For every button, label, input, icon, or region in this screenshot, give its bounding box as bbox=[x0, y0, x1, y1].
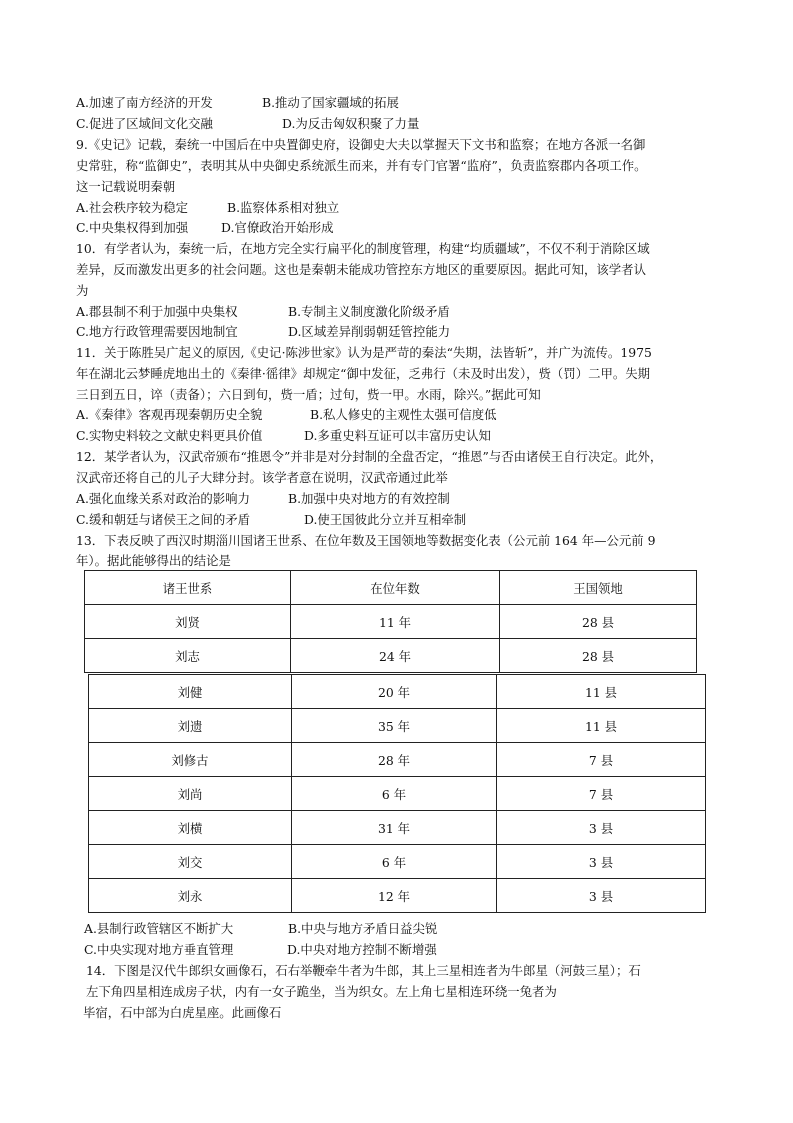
table-cell: 11 县 bbox=[497, 709, 706, 743]
table-cell: 刘修古 bbox=[89, 743, 292, 777]
q10-stem-line-2: 差异，反而激发出更多的社会问题。这也是秦朝未能成功管控东方地区的重要原因。据此可知，该学者认 bbox=[76, 262, 646, 277]
q8-options-row1 bbox=[76, 94, 399, 111]
q14-stem-line-1: 14．下图是汉代牛郎织女画像石，石右举鞭牵牛者为牛郎，其上三星相连者为牛郎星（河鼓三星）；石 bbox=[86, 963, 641, 978]
table-cell: 刘贤 bbox=[85, 605, 291, 639]
table-cell: 12 年 bbox=[292, 879, 497, 913]
table-cell: 刘尚 bbox=[89, 777, 292, 811]
q13-options-row2 bbox=[84, 941, 437, 958]
q10-option-b: B.专制主义制度激化阶级矛盾 bbox=[288, 304, 450, 319]
q12-stem-line-1: 12．某学者认为，汉武帝颁布“推恩令”并非是对分封制的全盘否定，“推恩”与否由诸侯王自行决定。此外， bbox=[76, 449, 663, 464]
q8-option-b: B.推动了国家疆域的拓展 bbox=[262, 95, 399, 110]
table-cell: 6 年 bbox=[292, 777, 497, 811]
q11-options-row2 bbox=[76, 427, 491, 444]
q10-stem-line-3: 为 bbox=[76, 283, 89, 298]
table-cell: 28 县 bbox=[500, 639, 697, 673]
table-header-row bbox=[85, 571, 697, 605]
table-row bbox=[85, 639, 697, 673]
q12-stem-line-2: 汉武帝还将自己的儿子大肆分封。该学者意在说明，汉武帝通过此举 bbox=[76, 470, 448, 485]
q11-option-d: D.多重史料互证可以丰富历史认知 bbox=[304, 428, 491, 443]
q12-option-d: D.使王国彼此分立并互相牵制 bbox=[304, 512, 467, 527]
q9-options-row1 bbox=[76, 199, 339, 216]
q14-stem-line-3: 毕宿，石中部为白虎星座。此画像石 bbox=[83, 1005, 282, 1020]
q13-option-c: C.中央实现对地方垂直管理 bbox=[84, 942, 234, 957]
table-row bbox=[89, 845, 706, 879]
table-cell: 刘遗 bbox=[89, 709, 292, 743]
table-cell: 3 县 bbox=[497, 811, 706, 845]
q8-option-d: D.为反击匈奴积聚了力量 bbox=[282, 116, 420, 131]
table-row bbox=[89, 879, 706, 913]
q9-options-row2 bbox=[76, 219, 334, 236]
q13-option-b: B.中央与地方矛盾日益尖锐 bbox=[288, 921, 438, 936]
q11-stem-line-3: 三日到五日，谇（责备）；六日到旬，赀一盾；过旬，赀一甲。水雨，除兴。”据此可知 bbox=[76, 387, 541, 402]
table-row bbox=[89, 675, 706, 709]
q9-stem-line-3: 这一记载说明秦朝 bbox=[76, 179, 176, 194]
q12-option-b: B.加强中央对地方的有效控制 bbox=[288, 491, 450, 506]
q10-stem-line-1: 10．有学者认为，秦统一后，在地方完全实行扁平化的制度管理，构建“均质疆域”，不仅不利于消除区域 bbox=[76, 241, 650, 256]
q13-option-a: A.县制行政管辖区不断扩大 bbox=[84, 921, 234, 936]
q9-option-d: D.官僚政治开始形成 bbox=[221, 220, 334, 235]
q13-option-d: D.中央对地方控制不断增强 bbox=[287, 942, 437, 957]
q12-option-a: A.强化血缘关系对政治的影响力 bbox=[76, 491, 250, 506]
table-cell: 刘横 bbox=[89, 811, 292, 845]
q9-option-a: A.社会秩序较为稳定 bbox=[76, 200, 189, 215]
q13-stem-line-2: 年）。据此能够得出的结论是 bbox=[76, 553, 231, 568]
table-header-cell: 王国领地 bbox=[500, 571, 697, 605]
table-cell: 刘交 bbox=[89, 845, 292, 879]
table-header-cell: 诸王世系 bbox=[85, 571, 291, 605]
table-cell: 20 年 bbox=[292, 675, 497, 709]
table-cell: 刘健 bbox=[89, 675, 292, 709]
q9-stem-line-2: 史常驻，称“监御史”，表明其从中央御史系统派生而来，并有专门官署“监府”，负责监察郡内各项工作。 bbox=[76, 158, 647, 173]
q13-table-bottom bbox=[88, 674, 706, 913]
q10-option-c: C.地方行政管理需要因地制宜 bbox=[76, 324, 238, 339]
q9-option-c: C.中央集权得到加强 bbox=[76, 220, 189, 235]
table-cell: 7 县 bbox=[497, 743, 706, 777]
table-cell: 7 县 bbox=[497, 777, 706, 811]
table-cell: 6 年 bbox=[292, 845, 497, 879]
q11-option-a: A.《秦律》客观再现秦朝历史全貌 bbox=[76, 407, 263, 422]
q8-option-c: C.促进了区域间文化交融 bbox=[76, 116, 213, 131]
table-cell: 28 年 bbox=[292, 743, 497, 777]
table-cell: 35 年 bbox=[292, 709, 497, 743]
q9-stem-line-1: 9.《史记》记载，秦统一中国后在中央置御史府，设御史大夫以掌握天下文书和监察；在地方各派一名御 bbox=[76, 137, 646, 152]
q10-option-d: D.区域差异削弱朝廷管控能力 bbox=[288, 324, 451, 339]
q11-stem-line-2: 年在湖北云梦睡虎地出土的《秦律·徭律》却规定“御中发征，乏弗行（未及时出发），赀（罚）二甲。失期 bbox=[76, 366, 651, 381]
table-cell: 刘志 bbox=[85, 639, 291, 673]
q11-stem-line-1: 11．关于陈胜吴广起义的原因,《史记·陈涉世家》认为是严苛的秦法“失期，法皆斩”，并广为流传。1975 bbox=[76, 345, 652, 360]
table-cell: 24 年 bbox=[291, 639, 500, 673]
q12-options-row2 bbox=[76, 511, 466, 528]
table-cell: 3 县 bbox=[497, 879, 706, 913]
q10-options-row2 bbox=[76, 323, 450, 340]
table-row bbox=[89, 777, 706, 811]
table-cell: 刘永 bbox=[89, 879, 292, 913]
table-cell: 3 县 bbox=[497, 845, 706, 879]
q11-options-row1 bbox=[76, 406, 497, 423]
q13-table-top bbox=[84, 570, 697, 673]
q11-option-b: B.私人修史的主观性太强可信度低 bbox=[310, 407, 497, 422]
table-row bbox=[85, 605, 697, 639]
table-row bbox=[89, 743, 706, 777]
q14-stem-line-2: 左下角四星相连成房子状，内有一女子跪坐，当为织女。左上角七星相连环绕一兔者为 bbox=[86, 984, 557, 999]
q12-options-row1 bbox=[76, 490, 450, 507]
q13-stem-line-1: 13．下表反映了西汉时期淄川国诸王世系、在位年数及王国领地等数据变化表（公元前 164 年—公元前 9 bbox=[76, 533, 656, 548]
table-header-cell: 在位年数 bbox=[291, 571, 500, 605]
q9-option-b: B.监察体系相对独立 bbox=[227, 200, 340, 215]
q11-option-c: C.实物史料较之文献史料更具价值 bbox=[76, 428, 263, 443]
table-cell: 11 县 bbox=[497, 675, 706, 709]
table-cell: 28 县 bbox=[500, 605, 697, 639]
table-cell: 31 年 bbox=[292, 811, 497, 845]
table-row bbox=[89, 709, 706, 743]
q8-option-a: A.加速了南方经济的开发 bbox=[76, 95, 213, 110]
q10-option-a: A.郡县制不利于加强中央集权 bbox=[76, 304, 238, 319]
table-row bbox=[89, 811, 706, 845]
q10-options-row1 bbox=[76, 303, 450, 320]
q12-option-c: C.缓和朝廷与诸侯王之间的矛盾 bbox=[76, 512, 251, 527]
table-cell: 11 年 bbox=[291, 605, 500, 639]
q8-options-row2 bbox=[76, 115, 419, 132]
q13-options-row1 bbox=[84, 920, 437, 937]
